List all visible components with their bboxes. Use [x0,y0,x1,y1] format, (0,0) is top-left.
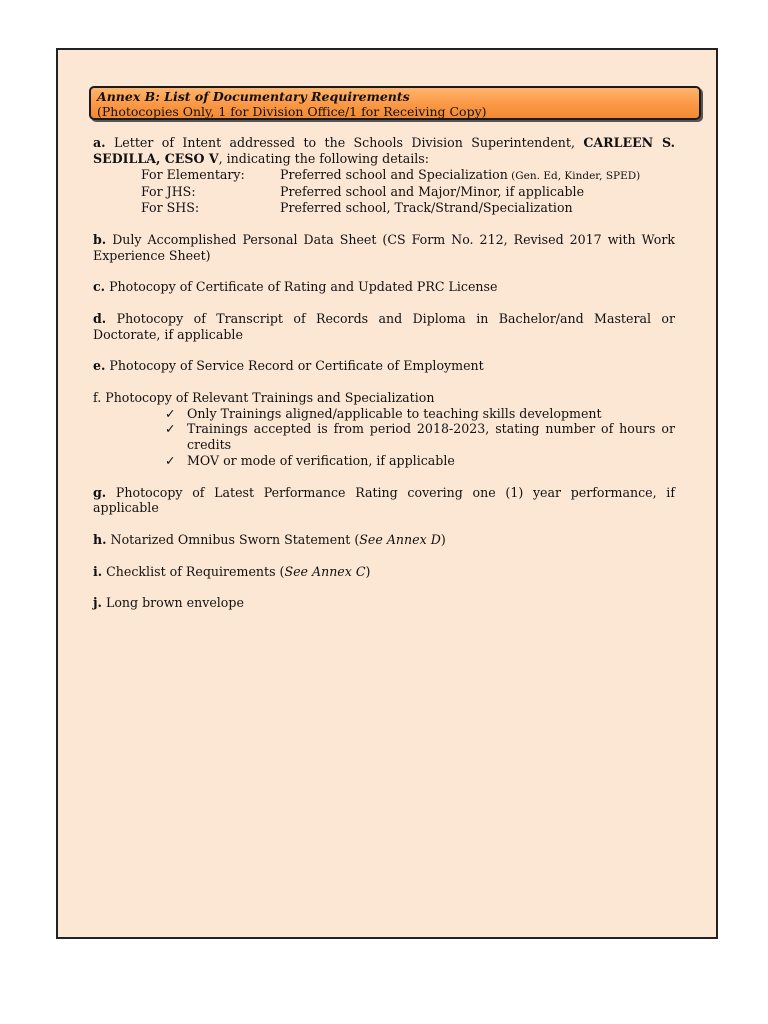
item-text: Photocopy of Certificate of Rating and Updated PRC License [105,279,498,295]
check-item [165,453,675,469]
check-text: Trainings accepted is from period 2018-2023, stating number of hours or credits [187,421,675,453]
annex-subtitle: (Photocopies Only, 1 for Division Office/1 for Receiving Copy) [97,104,487,119]
item-letter: d. [93,310,107,326]
requirement-b [93,232,675,264]
check-item [165,421,675,453]
item-letter: j. [93,595,102,611]
item-text: Notarized Omnibus Sworn Statement ( [106,531,360,547]
detail-value: Preferred school and Major/Minor, if applicable [280,184,585,200]
item-text: ) [365,563,371,579]
item-letter: e. [93,358,106,374]
item-letter: i. [93,563,103,579]
check-text: Only Trainings aligned/applicable to teaching skills development [187,405,602,421]
item-text: Letter of Intent addressed to the Schools Division Superintendent, [105,135,584,150]
requirement-d [93,311,675,343]
checkmark-icon: ✓ [165,405,176,421]
detail-row-jhs [141,184,675,200]
item-text: Photocopy of Service Record or Certificate of Employment [105,358,484,374]
checkmark-icon: ✓ [165,421,176,437]
item-text: Duly Accomplished Personal Data Sheet (CS Form No. 212, Revised 2017 with Work Experience Sheet) [93,231,675,263]
requirement-a [93,135,675,216]
annex-reference: See Annex D [359,531,441,547]
requirement-f [93,390,675,469]
item-text: Long brown envelope [101,595,244,611]
document-page [56,48,718,939]
item-letter: g. [93,484,107,500]
detail-row-shs [141,200,675,216]
annex-header-box [89,86,701,120]
detail-value: Preferred school and Specialization (Gen. Ed, Kinder, SPED) [280,166,641,182]
item-letter: c. [93,279,106,295]
item-text: , indicating the following details: [218,150,430,166]
item-text: f. Photocopy of Relevant Trainings and Specialization [93,389,435,405]
detail-row-elementary [141,167,675,185]
item-letter: a. [93,135,106,150]
requirement-c [93,279,675,295]
requirement-i [93,564,675,580]
requirement-e [93,358,675,374]
requirements-list [93,135,675,627]
annex-reference: See Annex C [284,563,366,579]
annex-title: Annex B: List of Documentary Requirements [97,89,410,104]
item-text: ) [440,531,446,547]
checkmark-icon: ✓ [165,452,176,468]
item-text: Photocopy of Latest Performance Rating covering one (1) year performance, if applicable [93,484,675,516]
requirement-h [93,532,675,548]
item-text: Photocopy of Transcript of Records and Diploma in Bachelor/and Masteral or Doctorate, if applicable [93,310,675,342]
superintendent-name: CARLEEN S. SEDILLA, CESO V [93,135,675,166]
detail-label: For SHS: [141,200,200,216]
check-item [165,406,675,422]
item-letter: b. [93,231,107,247]
item-text: Checklist of Requirements ( [102,563,285,579]
detail-label: For JHS: [141,184,196,200]
detail-label: For Elementary: [141,166,245,182]
item-letter: h. [93,531,107,547]
check-text: MOV or mode of verification, if applicable [187,452,455,468]
requirement-j [93,595,675,611]
requirement-g [93,485,675,517]
detail-note: (Gen. Ed, Kinder, SPED) [507,169,641,182]
detail-value: Preferred school, Track/Strand/Specialization [280,200,573,216]
